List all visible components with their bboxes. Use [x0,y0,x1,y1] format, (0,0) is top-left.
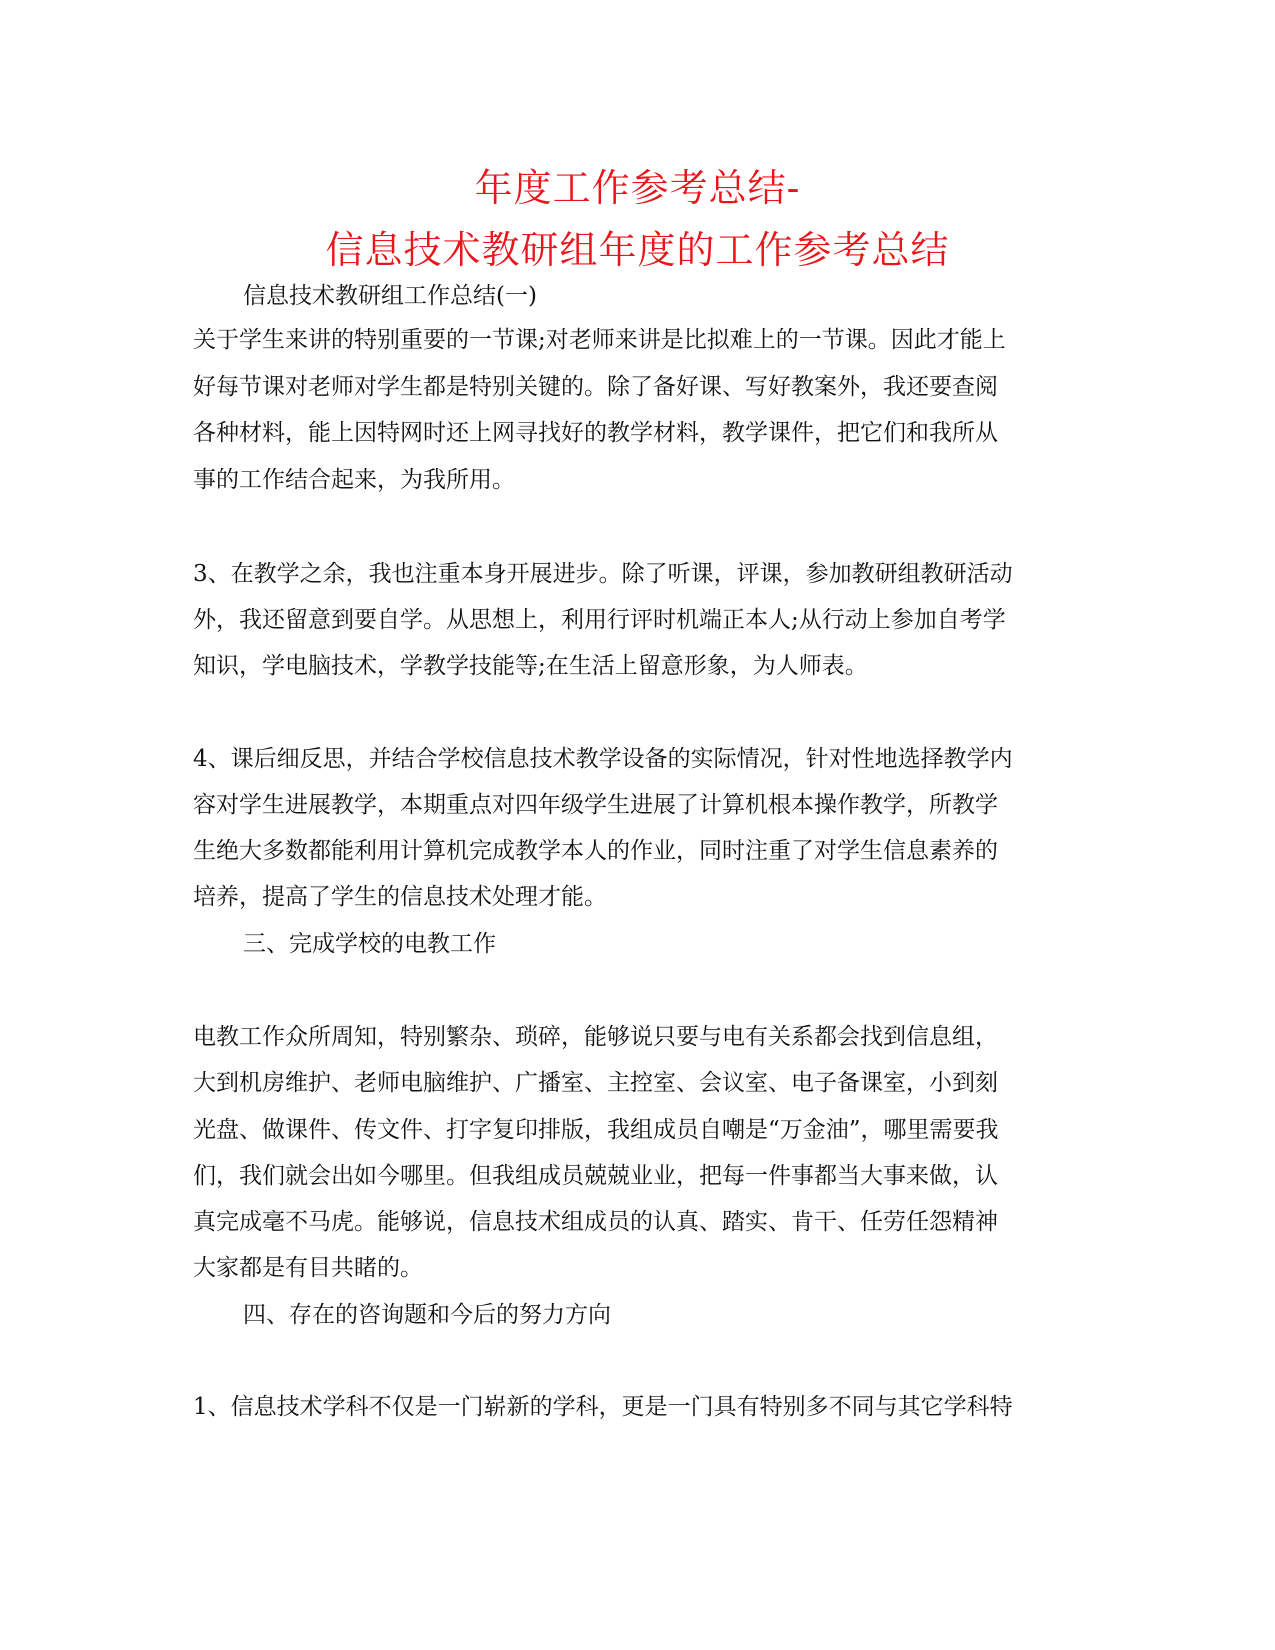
document-title-line-1: 年度工作参考总结- [474,166,801,210]
section-subtitle: 信息技术教研组工作总结(一) [243,283,537,309]
body-line: 光盘、做课件、传文件、打字复印排版，我组成员自嘲是“万金油”，哪里需要我 [193,1117,999,1143]
body-line: 4、课后细反思，并结合学校信息技术教学设备的实际情况，针对性地选择教学内 [193,746,1013,772]
body-line: 电教工作众所周知，特别繁杂、琐碎，能够说只要与电有关系都会找到信息组， [193,1024,998,1050]
body-line: 外，我还留意到要自学。从思想上，利用行评时机端正本人;从行动上参加自考学 [193,607,1006,633]
body-line: 关于学生来讲的特别重要的一节课;对老师来讲是比拟难上的一节课。因此才能上 [193,327,1006,353]
section-heading: 三、完成学校的电教工作 [243,931,496,957]
body-line: 好每节课对老师对学生都是特别关键的。除了备好课、写好教案外，我还要查阅 [193,374,998,400]
document-title-line-2: 信息技术教研组年度的工作参考总结 [325,228,950,272]
body-line: 3、在教学之余，我也注重本身开展进步。除了听课，评课，参加教研组教研活动 [193,561,1013,587]
body-line: 容对学生进展教学，本期重点对四年级学生进展了计算机根本操作教学，所教学 [193,792,998,818]
body-line: 培养，提高了学生的信息技术处理才能。 [193,884,607,910]
body-line: 各种材料，能上因特网时还上网寻找好的教学材料，教学课件，把它们和我所从 [193,420,998,446]
body-line: 大到机房维护、老师电脑维护、广播室、主控室、会议室、电子备课室，小到刻 [193,1070,998,1096]
body-line: 真完成毫不马虎。能够说，信息技术组成员的认真、踏实、肯干、任劳任怨精神 [193,1209,998,1235]
body-line: 1、信息技术学科不仅是一门崭新的学科，更是一门具有特别多不同与其它学科特 [193,1394,1013,1420]
body-line: 们，我们就会出如今哪里。但我组成员兢兢业业，把每一件事都当大事来做，认 [193,1163,998,1189]
body-line: 知识，学电脑技术，学教学技能等;在生活上留意形象，为人师表。 [193,653,868,679]
section-heading: 四、存在的咨询题和今后的努力方向 [243,1302,611,1328]
body-line: 大家都是有目共睹的。 [193,1255,423,1281]
body-line: 生绝大多数都能利用计算机完成教学本人的作业，同时注重了对学生信息素养的 [193,838,998,864]
body-line: 事的工作结合起来，为我所用。 [193,467,515,493]
